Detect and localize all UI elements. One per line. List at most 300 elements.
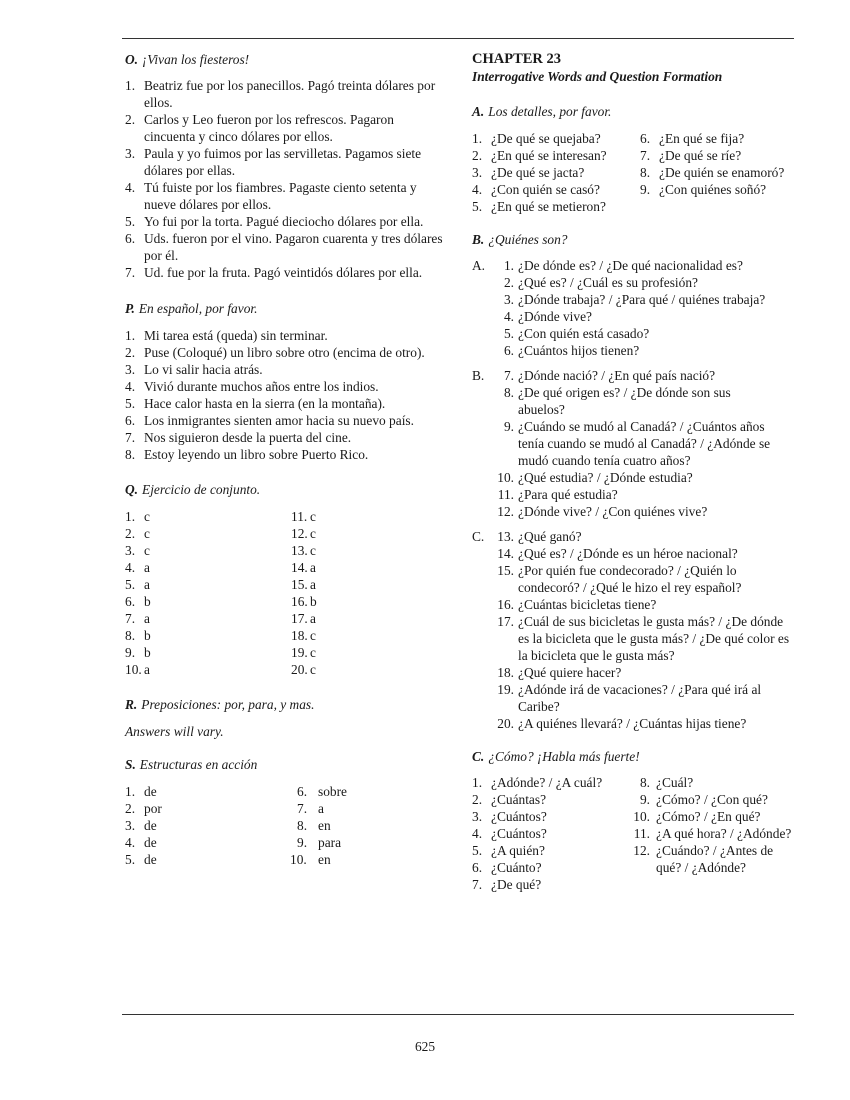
answer-item xyxy=(125,834,157,851)
answer-text: para xyxy=(318,835,342,850)
answer-text: ¿De quién se enamoró? xyxy=(659,165,785,180)
section-q-heading xyxy=(125,481,445,498)
item-number: 6. xyxy=(125,594,136,609)
answer-text: b xyxy=(310,594,317,609)
item-number: 2. xyxy=(125,526,136,541)
item-number: 20. xyxy=(497,716,514,731)
item-number: 3. xyxy=(125,543,136,558)
answer-text: ¿A qué hora? / ¿Adónde? xyxy=(656,826,792,841)
answer-text: c xyxy=(144,543,150,558)
item-number: 10. xyxy=(497,470,514,485)
item-number: 16. xyxy=(497,597,514,612)
item-number: 10. xyxy=(125,662,142,677)
answer-item xyxy=(125,851,157,868)
answer-item xyxy=(291,576,316,593)
item-text: ¿Por quién fue condecorado? / ¿Quién lo condecoró? / ¿Qué le hizo el rey español? xyxy=(518,563,742,595)
item-number: 6. xyxy=(125,231,136,246)
item-number: 9. xyxy=(639,792,650,807)
item-text: ¿Dónde trabaja? / ¿Para qué / quiénes trabaja? xyxy=(518,292,766,307)
item-text: Puse (Coloqué) un libro sobre otro (encima de otro). xyxy=(144,345,425,360)
answer-item xyxy=(291,627,316,644)
list-item xyxy=(472,681,792,715)
list-item xyxy=(472,528,792,545)
item-number: 6. xyxy=(640,131,651,146)
answer-text: c xyxy=(310,628,316,643)
item-number: 4. xyxy=(503,309,514,324)
item-number: 6. xyxy=(503,343,514,358)
section-o-heading xyxy=(125,51,445,68)
item-text: Yo fui por la torta. Pagué dieciocho dólares por ella. xyxy=(144,214,424,229)
list-item xyxy=(472,342,792,359)
answer-item xyxy=(291,644,316,661)
answer-item xyxy=(125,627,151,644)
answer-item xyxy=(472,876,541,893)
list-item xyxy=(472,418,792,469)
answer-text: ¿Adónde? / ¿A cuál? xyxy=(491,775,603,790)
item-number: 7. xyxy=(125,611,136,626)
item-number: 6. xyxy=(472,860,483,875)
item-number: 1. xyxy=(125,78,136,93)
answer-item xyxy=(297,817,331,834)
item-number: 9. xyxy=(503,419,514,434)
item-text: Los inmigrantes sienten amor hacia su nuevo país. xyxy=(144,413,414,428)
item-number: 6. xyxy=(297,784,308,799)
item-number: 1. xyxy=(503,258,514,273)
item-text: ¿Cuántas bicicletas tiene? xyxy=(518,597,657,612)
item-number: 5. xyxy=(472,199,483,214)
answer-item xyxy=(472,181,600,198)
list-item xyxy=(472,503,792,520)
section-s-heading xyxy=(125,756,445,773)
answer-text: ¿Cuánto? xyxy=(491,860,542,875)
group-c xyxy=(472,528,792,732)
item-text: Tú fuiste por los fiambres. Pagaste ciento setenta y nueve dólares por ellos. xyxy=(144,180,417,212)
answer-item xyxy=(472,130,601,147)
item-text: Lo vi salir hacia atrás. xyxy=(144,362,263,377)
group-b xyxy=(472,367,792,520)
item-number: 4. xyxy=(472,182,483,197)
answer-text: b xyxy=(144,628,151,643)
item-number: 9. xyxy=(640,182,651,197)
page-number: 625 xyxy=(414,1039,436,1054)
list-item xyxy=(125,327,445,344)
answer-text: ¿Cuál? xyxy=(656,775,694,790)
item-number: 5. xyxy=(125,396,136,411)
section-letter: R. xyxy=(125,697,138,712)
item-number: 8. xyxy=(125,447,136,462)
answer-item xyxy=(297,834,341,851)
item-text: Carlos y Leo fueron por los refrescos. Pagaron cincuenta y cinco dólares por ellos. xyxy=(144,112,394,144)
answer-item xyxy=(472,164,584,181)
item-number: 19. xyxy=(291,645,308,660)
answer-item xyxy=(630,825,791,842)
section-c-answers xyxy=(472,774,802,894)
item-number: 12. xyxy=(497,504,514,519)
item-text: ¿A quiénes llevará? / ¿Cuántas hijas tiene? xyxy=(518,716,747,731)
section-letter: P. xyxy=(125,301,135,316)
list-item xyxy=(472,664,792,681)
answer-text: a xyxy=(310,611,316,626)
item-number: 4. xyxy=(125,180,136,195)
item-number: 7. xyxy=(640,148,651,163)
section-letter: Q. xyxy=(125,482,139,497)
answer-item xyxy=(291,508,316,525)
section-o-list xyxy=(125,77,445,281)
item-number: 14. xyxy=(497,546,514,561)
list-item xyxy=(472,308,792,325)
list-item xyxy=(125,344,445,361)
answer-item xyxy=(630,774,693,791)
item-text: Mi tarea está (queda) sin terminar. xyxy=(144,328,328,343)
list-item xyxy=(125,111,445,145)
item-text: Uds. fueron por el vino. Pagaron cuarenta y tres dólares por él. xyxy=(144,231,443,263)
item-text: ¿Cuándo se mudó al Canadá? / ¿Cuántos años tenía cuando se mudó al Canadá? / ¿Adónde se mudó cuando tenía cuatro años? xyxy=(518,419,771,468)
group-label: A. xyxy=(472,258,486,273)
answer-item xyxy=(472,791,546,808)
item-number: 6. xyxy=(125,413,136,428)
item-number: 7. xyxy=(297,801,308,816)
answer-item xyxy=(291,661,316,678)
list-item xyxy=(472,613,792,664)
answer-text: ¿De qué? xyxy=(491,877,542,892)
answer-item xyxy=(125,508,150,525)
answer-item xyxy=(472,825,547,842)
item-number: 2. xyxy=(472,792,483,807)
answer-text: c xyxy=(144,509,150,524)
answer-text: ¿En qué se fija? xyxy=(659,131,745,146)
section-title: Los detalles, por favor. xyxy=(488,104,612,119)
item-number: 10. xyxy=(290,852,307,867)
answer-text: ¿A quién? xyxy=(491,843,545,858)
answer-text: ¿De qué se ríe? xyxy=(659,148,742,163)
answer-text: c xyxy=(310,645,316,660)
answer-item xyxy=(297,783,347,800)
answer-text: en xyxy=(318,852,331,867)
answer-item xyxy=(125,644,151,661)
answer-item xyxy=(125,661,150,678)
list-item xyxy=(125,145,445,179)
section-letter: S. xyxy=(125,757,136,772)
list-item xyxy=(125,213,445,230)
answer-text: ¿Cuántos? xyxy=(491,826,547,841)
answer-text: ¿Cuántos? xyxy=(491,809,547,824)
group-a xyxy=(472,257,792,359)
group-label: C. xyxy=(472,529,485,544)
answer-text: a xyxy=(310,577,316,592)
bottom-rule xyxy=(122,1014,794,1015)
section-p-heading xyxy=(125,300,445,317)
answer-item xyxy=(472,774,602,791)
item-number: 18. xyxy=(497,665,514,680)
list-item xyxy=(472,469,792,486)
item-number: 7. xyxy=(125,265,136,280)
item-number: 17. xyxy=(291,611,308,626)
item-number: 2. xyxy=(125,345,136,360)
answer-text: ¿En qué se interesan? xyxy=(491,148,607,163)
item-number: 5. xyxy=(125,852,136,867)
answer-item xyxy=(630,808,760,825)
answer-item xyxy=(125,559,150,576)
item-number: 8. xyxy=(503,385,514,400)
section-title: Preposiciones: por, para, y mas. xyxy=(141,697,315,712)
answer-text: ¿En qué se metieron? xyxy=(491,199,606,214)
item-number: 7. xyxy=(125,430,136,445)
top-rule xyxy=(122,38,794,39)
item-number: 9. xyxy=(125,645,136,660)
item-number: 19. xyxy=(497,682,514,697)
item-text: ¿Cuántos hijos tienen? xyxy=(518,343,640,358)
item-text: Hace calor hasta en la sierra (en la montaña). xyxy=(144,396,386,411)
list-item xyxy=(125,77,445,111)
answer-text: a xyxy=(144,662,150,677)
section-a-answers xyxy=(472,130,802,215)
answer-text: c xyxy=(310,662,316,677)
item-number: 8. xyxy=(639,775,650,790)
item-text: ¿Qué ganó? xyxy=(518,529,582,544)
section-c-heading xyxy=(472,748,802,765)
section-a-heading xyxy=(472,103,802,120)
item-number: 3. xyxy=(472,809,483,824)
item-text: ¿De dónde es? / ¿De qué nacionalidad es? xyxy=(518,258,743,273)
list-item xyxy=(472,325,792,342)
answer-text: de xyxy=(144,835,157,850)
list-item xyxy=(125,264,445,281)
item-number: 7. xyxy=(503,368,514,383)
item-number: 8. xyxy=(125,628,136,643)
item-number: 2. xyxy=(503,275,514,290)
list-item xyxy=(472,274,792,291)
chapter-subtitle: Interrogative Words and Question Formation xyxy=(472,69,723,84)
item-text: Beatriz fue por los panecillos. Pagó treinta dólares por ellos. xyxy=(144,78,436,110)
answer-text: c xyxy=(310,509,316,524)
item-text: Ud. fue por la fruta. Pagó veintidós dólares por ella. xyxy=(144,265,423,280)
section-letter: A. xyxy=(472,104,485,119)
item-number: 4. xyxy=(125,560,136,575)
answer-item xyxy=(125,525,150,542)
answer-item xyxy=(640,147,741,164)
answer-text: ¿Cómo? / ¿Con qué? xyxy=(656,792,768,807)
list-item xyxy=(125,230,445,264)
list-item xyxy=(125,378,445,395)
answer-text: sobre xyxy=(318,784,348,799)
section-r-heading xyxy=(125,696,445,713)
answer-text: b xyxy=(144,594,151,609)
right-column xyxy=(472,51,802,894)
item-text: ¿Qué quiere hacer? xyxy=(518,665,622,680)
item-number: 12. xyxy=(291,526,308,541)
answer-item xyxy=(290,851,331,868)
list-item xyxy=(472,384,792,418)
item-number: 1. xyxy=(472,131,483,146)
item-number: 7. xyxy=(472,877,483,892)
item-number: 9. xyxy=(297,835,308,850)
answer-text: c xyxy=(310,526,316,541)
answer-text: ¿Cómo? / ¿En qué? xyxy=(656,809,761,824)
item-number: 3. xyxy=(472,165,483,180)
section-q-answers xyxy=(125,508,445,678)
item-number: 18. xyxy=(291,628,308,643)
section-title: ¿Cómo? ¡Habla más fuerte! xyxy=(488,749,640,764)
answer-item xyxy=(630,791,768,808)
section-title: Ejercicio de conjunto. xyxy=(142,482,261,497)
answer-item xyxy=(640,181,766,198)
item-number: 5. xyxy=(503,326,514,341)
item-text: ¿Qué es? / ¿Cuál es su profesión? xyxy=(518,275,698,290)
item-number: 2. xyxy=(472,148,483,163)
item-number: 11. xyxy=(497,487,514,502)
answer-text: a xyxy=(318,801,324,816)
item-text: ¿Dónde vive? xyxy=(518,309,592,324)
section-title: ¿Quiénes son? xyxy=(488,232,568,247)
answer-item xyxy=(472,859,542,876)
item-number: 3. xyxy=(125,818,136,833)
item-number: 20. xyxy=(291,662,308,677)
list-item xyxy=(472,715,792,732)
item-number: 5. xyxy=(125,214,136,229)
item-number: 10. xyxy=(633,809,650,824)
answer-item xyxy=(291,610,316,627)
answer-text: de xyxy=(144,818,157,833)
item-number: 1. xyxy=(472,775,483,790)
item-number: 4. xyxy=(472,826,483,841)
answer-text: por xyxy=(144,801,162,816)
item-number: 15. xyxy=(497,563,514,578)
section-s-answers xyxy=(125,783,445,868)
answer-item xyxy=(297,800,324,817)
item-number: 8. xyxy=(640,165,651,180)
section-p-list xyxy=(125,327,445,463)
left-column xyxy=(125,51,445,868)
answer-item xyxy=(125,783,157,800)
list-item xyxy=(125,179,445,213)
item-text: ¿Qué es? / ¿Dónde es un héroe nacional? xyxy=(518,546,738,561)
item-text: ¿Adónde irá de vacaciones? / ¿Para qué irá al Caribe? xyxy=(518,682,762,714)
item-text: ¿Cuál de sus bicicletas le gusta más? / ¿De dónde es la bicicleta que le gusta más? / ¿De qué color es la bicicleta que le gusta más? xyxy=(518,614,790,663)
answer-text: ¿De qué se quejaba? xyxy=(491,131,601,146)
item-number: 4. xyxy=(125,379,136,394)
answer-text: en xyxy=(318,818,331,833)
answer-text: a xyxy=(144,560,150,575)
list-item xyxy=(472,562,792,596)
item-text: ¿De qué origen es? / ¿De dónde son sus abuelos? xyxy=(518,385,731,417)
item-text: ¿Para qué estudia? xyxy=(518,487,618,502)
item-number: 13. xyxy=(497,529,514,544)
answer-item xyxy=(291,525,316,542)
answer-item xyxy=(291,542,316,559)
answer-item xyxy=(125,817,157,834)
section-title: En español, por favor. xyxy=(138,301,258,316)
item-number: 2. xyxy=(125,112,136,127)
item-number: 4. xyxy=(125,835,136,850)
item-number: 1. xyxy=(125,509,136,524)
answer-text: b xyxy=(144,645,151,660)
answer-item xyxy=(472,808,547,825)
item-text: ¿Dónde nació? / ¿En qué país nació? xyxy=(518,368,716,383)
list-item xyxy=(472,257,792,274)
section-letter: B. xyxy=(472,232,485,247)
answer-text: de xyxy=(144,852,157,867)
section-letter: C. xyxy=(472,749,485,764)
list-item xyxy=(125,446,445,463)
item-number: 11. xyxy=(633,826,650,841)
item-number: 5. xyxy=(125,577,136,592)
item-text: Nos siguieron desde la puerta del cine. xyxy=(144,430,352,445)
answer-item xyxy=(125,542,150,559)
item-text: Vivió durante muchos años entre los indios. xyxy=(144,379,379,394)
item-number: 1. xyxy=(125,784,136,799)
answer-item xyxy=(472,147,607,164)
answer-item xyxy=(472,842,545,859)
section-letter: O. xyxy=(125,52,139,67)
item-number: 2. xyxy=(125,801,136,816)
answer-text: de xyxy=(144,784,157,799)
list-item xyxy=(125,395,445,412)
section-title: ¡Vivan los fiesteros! xyxy=(142,52,250,67)
chapter-title: CHAPTER 23 xyxy=(472,51,562,67)
item-number: 11. xyxy=(291,509,308,524)
item-number: 5. xyxy=(472,843,483,858)
answer-item xyxy=(640,130,744,147)
list-item xyxy=(125,361,445,378)
answer-item xyxy=(125,800,162,817)
list-item xyxy=(472,291,792,308)
item-text: Estoy leyendo un libro sobre Puerto Rico. xyxy=(144,447,369,462)
item-number: 12. xyxy=(633,843,650,858)
answer-item xyxy=(472,198,606,215)
answer-text: a xyxy=(310,560,316,575)
answer-text: ¿Cuándo? / ¿Antes de qué? / ¿Adónde? xyxy=(656,843,774,875)
section-r-note: Answers will vary. xyxy=(125,724,224,739)
answer-text: c xyxy=(310,543,316,558)
list-item xyxy=(472,486,792,503)
answer-text: ¿De qué se jacta? xyxy=(491,165,585,180)
list-item xyxy=(125,412,445,429)
answer-text: a xyxy=(144,611,150,626)
list-item xyxy=(472,596,792,613)
section-b-heading xyxy=(472,231,802,248)
answer-text: ¿Con quiénes soñó? xyxy=(659,182,767,197)
item-number: 13. xyxy=(291,543,308,558)
item-number: 8. xyxy=(297,818,308,833)
answer-item xyxy=(125,576,150,593)
answer-item xyxy=(291,559,316,576)
answer-text: ¿Cuántas? xyxy=(491,792,547,807)
list-item xyxy=(125,429,445,446)
answer-item xyxy=(640,164,784,181)
section-title: Estructuras en acción xyxy=(139,757,258,772)
item-number: 3. xyxy=(125,362,136,377)
item-text: ¿Con quién está casado? xyxy=(518,326,650,341)
item-number: 3. xyxy=(125,146,136,161)
list-item xyxy=(472,545,792,562)
item-number: 14. xyxy=(291,560,308,575)
answer-text: c xyxy=(144,526,150,541)
answer-text: a xyxy=(144,577,150,592)
item-number: 15. xyxy=(291,577,308,592)
answer-item xyxy=(125,593,151,610)
answer-text: ¿Con quién se casó? xyxy=(491,182,600,197)
item-number: 17. xyxy=(497,614,514,629)
item-text: ¿Qué estudia? / ¿Dónde estudia? xyxy=(518,470,693,485)
answer-item xyxy=(630,842,796,876)
item-number: 1. xyxy=(125,328,136,343)
group-label: B. xyxy=(472,368,485,383)
item-number: 16. xyxy=(291,594,308,609)
answer-item xyxy=(291,593,317,610)
answer-item xyxy=(125,610,150,627)
list-item xyxy=(472,367,792,384)
item-text: ¿Dónde vive? / ¿Con quiénes vive? xyxy=(518,504,708,519)
